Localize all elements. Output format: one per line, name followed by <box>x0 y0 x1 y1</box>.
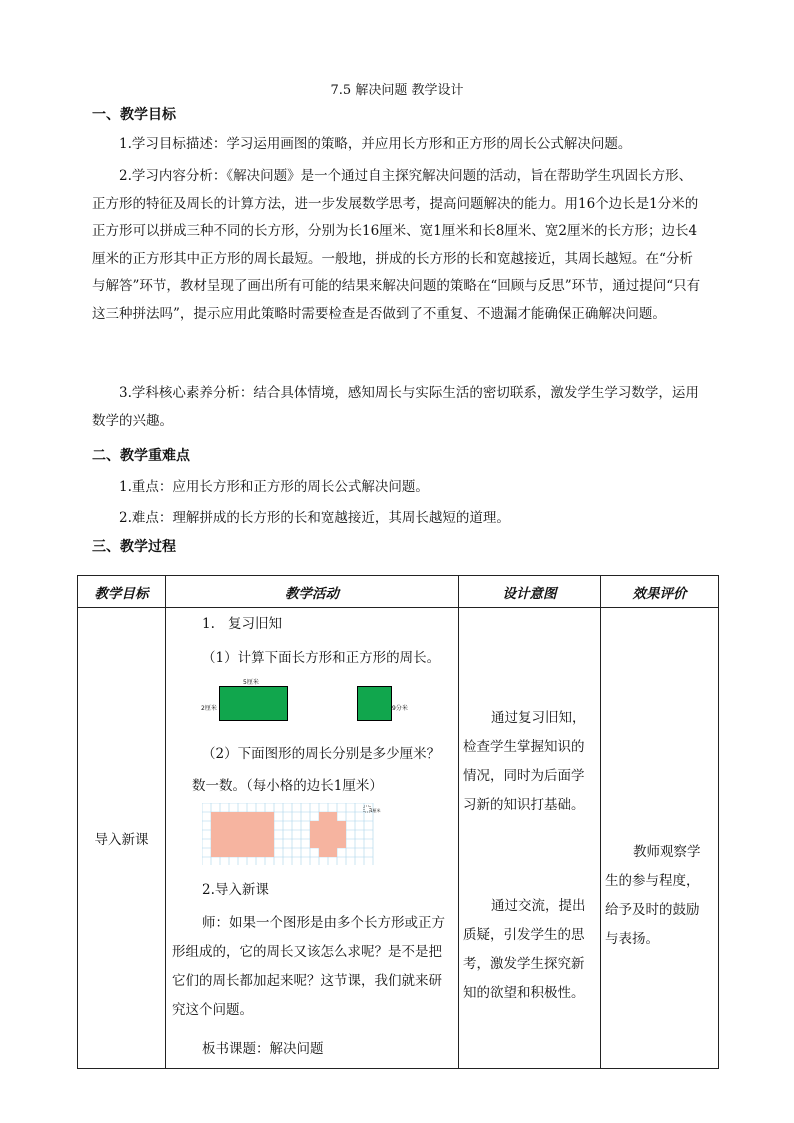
intent-1-line-2: 检查学生掌握知识的 <box>463 739 585 755</box>
green-square <box>357 686 392 721</box>
intent-1-line-3: 情况，同时为后面学 <box>463 768 585 784</box>
intent-block-2 <box>463 892 599 1008</box>
header-intent: 设计意图 <box>459 576 601 608</box>
section-heading-key-points: 二、教学重难点 <box>92 448 190 464</box>
rect-side-label: 2厘米 <box>201 705 217 712</box>
eval-line-1: 教师观察学 <box>633 844 701 860</box>
teacher-dialog <box>172 909 454 1025</box>
intent-1-line-4: 习新的知识打基础。 <box>463 797 585 813</box>
question-2-line1: （2）下面图形的周长分别是多少厘米？ <box>202 746 441 762</box>
grid-figure <box>202 803 382 865</box>
intent-block-1 <box>463 704 599 820</box>
key-point-1: 1.重点：应用长方形和正方形的周长公式解决问题。 <box>119 479 429 495</box>
item2-title: 2.导入新课 <box>202 882 269 898</box>
goal-paragraph-2: 2.学习内容分析：《解决问题》是一个通过自主探究解决问题的活动，旨在帮助学生巩固长方形、正方形的特征及周长的计算方法，进一步发展数学思考，提高问题解决的能力。用16个边长是1分米的正方形可以拼成三种不同的长方形，分别为长16厘米、宽1厘米和长8厘米、宽2厘米的长方形；边长4厘米的正方形其中正方形的周长最短。一般地，拼成的长方形的长和宽越接近，其周长越短。在“分析与解答”环节，教材呈现了画出所有可能的结果来解决问题的策略在“回顾与反思”环节，通过提问“只有这三种拼法吗”，提示应用此策略时需要检查是否做到了不重复、不遗漏才能确保正确解决问题。 <box>92 168 701 322</box>
intent-2-line-4: 知的欲望和积极性。 <box>463 985 585 1001</box>
section-heading-goals: 一、教学目标 <box>92 107 176 123</box>
table-header-row <box>78 576 719 608</box>
header-activity: 教学活动 <box>166 576 459 608</box>
pink-cross-shape <box>310 812 346 857</box>
pink-rectangle <box>211 812 274 857</box>
goal-label: 导入新课 <box>94 832 149 848</box>
header-eval: 效果评价 <box>601 576 719 608</box>
question-2-line2: 数一数。（每小格的边长1厘米） <box>192 778 383 794</box>
goal-paragraph-3: 3.学科核心素养分析：结合具体情境，感知周长与实际生活的密切联系，激发学生学习数学，运用数学的兴趣。 <box>92 385 699 429</box>
header-goal: 教学目标 <box>78 576 166 608</box>
item1-title: 复习旧知 <box>228 616 282 632</box>
grid-legend-label: 1厘米 <box>370 808 381 813</box>
intent-1-line-1: 通过复习旧知， <box>491 710 586 726</box>
goal-paragraph-1: 1.学习目标描述：学习运用画图的策略，并应用长方形和正方形的周长公式解决问题。 <box>119 136 632 152</box>
document-title: 7.5 解决问题 教学设计 <box>330 83 464 98</box>
intent-2-line-1: 通过交流，提出 <box>491 898 586 914</box>
teacher-line-1: 师：如果一个图形是由多个长方形或正方 <box>202 915 445 931</box>
question-1: （1）计算下面长方形和正方形的周长。 <box>202 650 441 666</box>
cell-intent <box>459 608 601 1069</box>
item1-number: 1. <box>202 616 215 632</box>
table-row <box>78 608 719 1069</box>
cell-activity <box>166 608 459 1069</box>
teacher-line-3: 它们的周长都加起来呢？这节课，我们就来研 <box>172 973 442 989</box>
intent-2-line-2: 质疑，引发学生的思 <box>463 927 585 943</box>
eval-line-2: 生的参与程度， <box>605 873 700 889</box>
board-topic: 板书课题：解决问题 <box>202 1041 324 1057</box>
cell-goal <box>78 608 166 1069</box>
eval-block <box>605 838 717 954</box>
green-rectangle <box>219 686 288 721</box>
eval-line-4: 与表扬。 <box>605 931 659 947</box>
intent-2-line-3: 考，激发学生探究新 <box>463 956 585 972</box>
teacher-line-4: 究这个问题。 <box>172 1002 253 1018</box>
teacher-line-2: 形组成的，它的周长又该怎么求呢？是不是把 <box>172 944 442 960</box>
square-side-label: 9分米 <box>392 705 408 712</box>
cell-eval <box>601 608 719 1069</box>
process-table <box>77 575 719 1069</box>
eval-line-3: 给予及时的鼓励 <box>605 902 700 918</box>
rect-top-label: 5厘米 <box>243 679 259 686</box>
key-point-2: 2.难点：理解拼成的长方形的长和宽越接近，其周长越短的道理。 <box>119 510 510 526</box>
section-heading-process: 三、教学过程 <box>92 539 176 555</box>
